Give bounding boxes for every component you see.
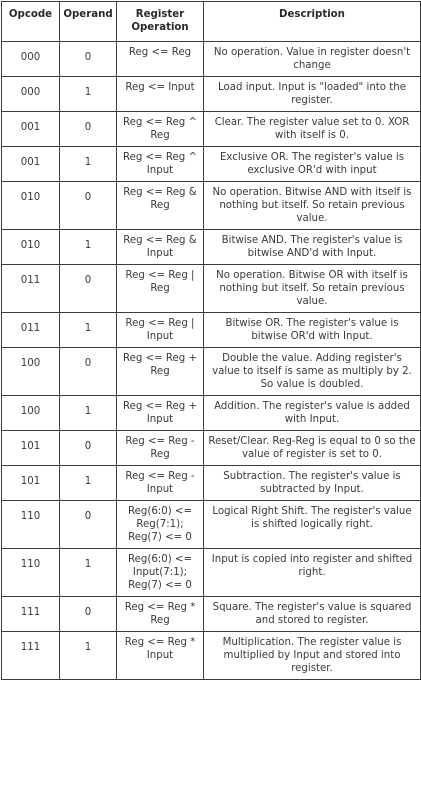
register-operation-cell: Reg <= Reg * Input: [117, 632, 204, 680]
opcode-cell: 101: [2, 466, 60, 501]
opcode-cell: 101: [2, 431, 60, 466]
table-row: [2, 501, 421, 549]
description-cell: Square. The register's value is squared and stored to register.: [204, 597, 421, 632]
operand-cell: 0: [60, 597, 117, 632]
description-cell: Clear. The register value set to 0. XOR with itself is 0.: [204, 112, 421, 147]
register-operation-cell: Reg <= Reg: [117, 42, 204, 77]
description-cell: Reset/Clear. Reg-Reg is equal to 0 so the value of register is set to 0.: [204, 431, 421, 466]
description-cell: Logical Right Shift. The register's value is shifted logically right.: [204, 501, 421, 549]
operand-cell: 1: [60, 549, 117, 597]
opcode-table: [1, 1, 421, 680]
opcode-cell: 000: [2, 42, 60, 77]
register-operation-cell: Reg <= Reg ^ Reg: [117, 112, 204, 147]
table-row: [2, 396, 421, 431]
description-cell: No operation. Bitwise AND with itself is nothing but itself. So retain previous value.: [204, 182, 421, 230]
description-cell: Bitwise AND. The register's value is bitwise AND'd with Input.: [204, 230, 421, 265]
register-operation-cell: Reg <= Reg & Input: [117, 230, 204, 265]
register-operation-cell: Reg <= Reg & Reg: [117, 182, 204, 230]
operand-cell: 1: [60, 466, 117, 501]
opcode-cell: 100: [2, 348, 60, 396]
description-cell: Double the value. Adding register's value to itself is same as multiply by 2. So value is doubled.: [204, 348, 421, 396]
operand-cell: 1: [60, 77, 117, 112]
opcode-cell: 010: [2, 230, 60, 265]
table-row: [2, 431, 421, 466]
operand-cell: 1: [60, 396, 117, 431]
register-operation-cell: Reg <= Reg | Reg: [117, 265, 204, 313]
description-cell: Bitwise OR. The register's value is bitwise OR'd with Input.: [204, 313, 421, 348]
opcode-cell: 011: [2, 265, 60, 313]
header-operand: Operand: [60, 2, 117, 42]
operand-cell: 0: [60, 182, 117, 230]
header-register-operation: Register Operation: [117, 2, 204, 42]
operand-cell: 0: [60, 112, 117, 147]
operand-cell: 1: [60, 632, 117, 680]
table-row: [2, 182, 421, 230]
description-cell: Exclusive OR. The register's value is exclusive OR'd with input: [204, 147, 421, 182]
opcode-cell: 111: [2, 632, 60, 680]
header-description: Description: [204, 2, 421, 42]
table-row: [2, 112, 421, 147]
opcode-cell: 110: [2, 549, 60, 597]
opcode-cell: 000: [2, 77, 60, 112]
table-row: [2, 77, 421, 112]
header-row: [2, 2, 421, 42]
opcode-cell: 100: [2, 396, 60, 431]
register-operation-cell: Reg <= Reg - Reg: [117, 431, 204, 466]
register-operation-cell: Reg <= Reg ^ Input: [117, 147, 204, 182]
description-cell: No operation. Value in register doesn't change: [204, 42, 421, 77]
description-cell: Load input. Input is "loaded" into the register.: [204, 77, 421, 112]
register-operation-cell: Reg(6:0) <= Input(7:1); Reg(7) <= 0: [117, 549, 204, 597]
opcode-cell: 001: [2, 112, 60, 147]
operand-cell: 0: [60, 348, 117, 396]
operand-cell: 0: [60, 501, 117, 549]
opcode-cell: 011: [2, 313, 60, 348]
opcode-cell: 111: [2, 597, 60, 632]
table-row: [2, 549, 421, 597]
opcode-cell: 110: [2, 501, 60, 549]
description-cell: Subtraction. The register's value is subtracted by Input.: [204, 466, 421, 501]
operand-cell: 1: [60, 313, 117, 348]
operand-cell: 1: [60, 147, 117, 182]
description-cell: Addition. The register's value is added with Input.: [204, 396, 421, 431]
register-operation-cell: Reg <= Reg - Input: [117, 466, 204, 501]
table-row: [2, 42, 421, 77]
opcode-cell: 010: [2, 182, 60, 230]
register-operation-cell: Reg <= Reg | Input: [117, 313, 204, 348]
table-row: [2, 632, 421, 680]
description-cell: Multiplication. The register value is multiplied by Input and stored into register.: [204, 632, 421, 680]
table-row: [2, 597, 421, 632]
table-row: [2, 313, 421, 348]
table-row: [2, 230, 421, 265]
opcode-cell: 001: [2, 147, 60, 182]
register-operation-cell: Reg <= Reg + Input: [117, 396, 204, 431]
operand-cell: 1: [60, 230, 117, 265]
description-cell: No operation. Bitwise OR with itself is nothing but itself. So retain previous value.: [204, 265, 421, 313]
register-operation-cell: Reg <= Reg + Reg: [117, 348, 204, 396]
register-operation-cell: Reg(6:0) <= Reg(7:1); Reg(7) <= 0: [117, 501, 204, 549]
table-row: [2, 147, 421, 182]
table-row: [2, 466, 421, 501]
operand-cell: 0: [60, 431, 117, 466]
header-opcode: Opcode: [2, 2, 60, 42]
operand-cell: 0: [60, 265, 117, 313]
description-cell: Input is copied into register and shifted right.: [204, 549, 421, 597]
table-row: [2, 348, 421, 396]
operand-cell: 0: [60, 42, 117, 77]
table-row: [2, 265, 421, 313]
register-operation-cell: Reg <= Reg * Reg: [117, 597, 204, 632]
register-operation-cell: Reg <= Input: [117, 77, 204, 112]
